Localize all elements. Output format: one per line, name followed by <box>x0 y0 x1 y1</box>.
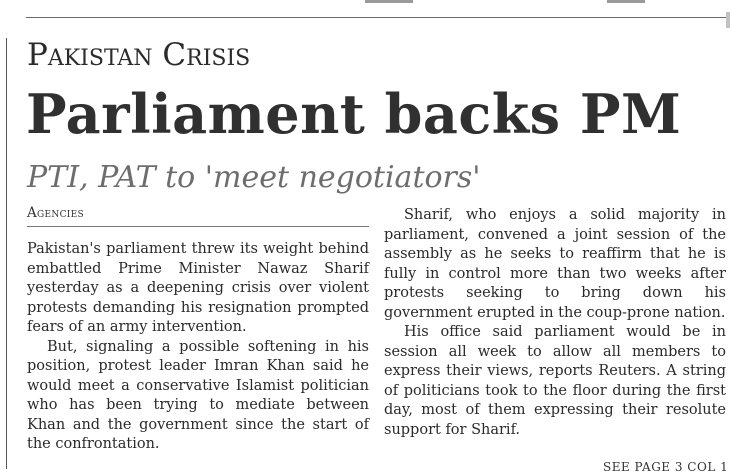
paragraph: Pakistan's parliament threw its weight behind embattled Prime Minister Nawaz Sharif yesterday as a deepening crisis over violent protests demanding his resignation prompted fears of an army intervention. <box>27 241 369 335</box>
continuation-reference: SEE PAGE 3 COL 1 <box>603 460 729 474</box>
page-edge-mark <box>726 12 730 28</box>
headline: Parliament backs PM <box>26 82 682 146</box>
page-edge-mark <box>365 0 413 3</box>
article-column-2 <box>384 206 726 440</box>
subheadline: PTI, PAT to 'meet negotiators' <box>27 160 481 195</box>
paragraph: But, signaling a possible softening in his position, protest leader Imran Khan said he would meet a conservative Islamist politician who has been trying to mediate between Khan and the government since the start of the confrontation. <box>27 338 369 452</box>
adjacent-column-frame <box>0 38 7 469</box>
top-rule <box>26 17 726 18</box>
article-column-1 <box>27 240 369 455</box>
kicker: Pakistan Crisis <box>27 37 251 73</box>
page-edge-mark <box>607 0 645 3</box>
paragraph: His office said parliament would be in session all week to allow all members to express their views, reports Reuters. A string of politicians took to the floor during the first day, most of them expressing their resolute support for Sharif. <box>384 324 726 438</box>
paragraph: Sharif, who enjoys a solid majority in parliament, convened a joint session of the assembly as he seeks to reaffirm that he is fully in control more than two weeks after protests seeking to bring down his government erupted in the coup-prone nation. <box>384 207 726 321</box>
byline-rule <box>27 226 369 227</box>
byline: Agencies <box>27 205 84 221</box>
